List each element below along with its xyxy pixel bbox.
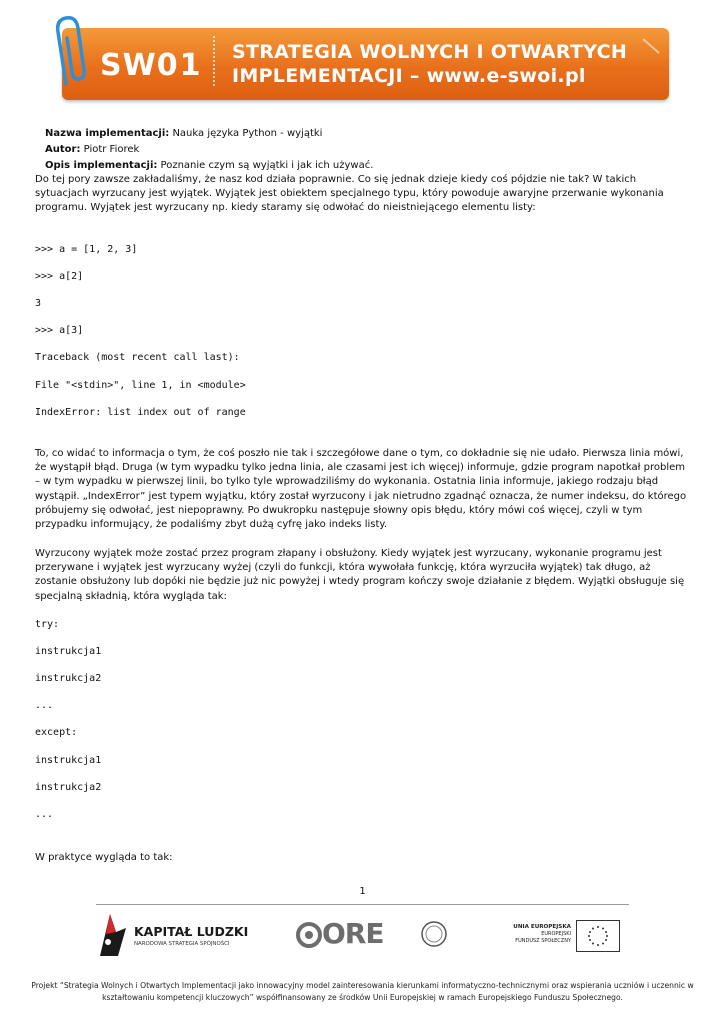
ore-text: ORE — [322, 917, 384, 950]
stamp-icon — [420, 920, 448, 948]
pencil-icon — [640, 36, 662, 58]
code-line: 3 — [35, 298, 42, 309]
code-line: instrukcja1 — [35, 646, 102, 657]
meta-name: Nazwa implementacji: Nauka języka Python - wyjątki — [45, 128, 323, 139]
page-number: 1 — [359, 886, 366, 897]
eu-logo — [505, 920, 620, 954]
code-line: try: — [35, 619, 60, 630]
code-line: >>> a[2] — [35, 271, 84, 282]
swoi-logo: SW01 — [100, 48, 203, 83]
code-line: >>> a = [1, 2, 3] — [35, 244, 138, 255]
paragraph-explanation: To, co widać to informacja o tym, że coś poszło nie tak i szczegółowe dane o tym, co dokładnie się nie udało. Pierwsza linia mówi, że wystąpił błąd. Druga (w tym wypadku tylko jedna linia, ale czasami jest ich więcej) informuje, gdzie program napotkał problem – w tym wypadku w pierwszej linii, bo tylko tyle wprowadziliśmy do wykonania. Ostatnia linia informuje, jakiego rodzaju błąd wystąpił. „IndexError” jest typem wyjątku, który został wyrzucony i jak nietrudno zgadnąć oznacza, że numer indeksu, do którego próbujemy się odwołać, jest niepoprawny. Po dwukropku następuje słowny opis błędu, który mówi coś więcej, czyli w tym przypadku informujący, że podaliśmy zbyt dużą cyfrę jako indeks listy. — [35, 448, 687, 531]
code-line: instrukcja2 — [35, 782, 102, 793]
paragraph-practice: W praktyce wygląda to tak: — [35, 852, 173, 863]
kl-subtitle: NARODOWA STRATEGIA SPÓJNOŚCI — [134, 941, 230, 947]
banner-title-line1: STRATEGIA WOLNYCH I OTWARTYCH — [232, 41, 628, 63]
ore-logo — [296, 917, 384, 952]
eu-flag-icon — [576, 920, 620, 952]
eu-line1: UNIA EUROPEJSKA — [513, 924, 571, 930]
code-line: ... — [35, 700, 54, 711]
footer-divider — [96, 904, 629, 905]
code-line: except: — [35, 727, 78, 738]
ore-icon — [296, 922, 322, 948]
banner-title — [232, 40, 627, 88]
code-line: instrukcja2 — [35, 673, 102, 684]
code-line: File "<stdin>", line 1, in <module> — [35, 380, 246, 391]
banner-title-line2: IMPLEMENTACJI – www.e-swoi.pl — [232, 65, 586, 87]
kapital-ludzki-icon — [96, 912, 130, 958]
code-line: instrukcja1 — [35, 755, 102, 766]
meta-description: Opis implementacji: Poznanie czym są wyjątki i jak ich używać. — [45, 160, 374, 171]
paragraph-handling: Wyrzucony wyjątek może zostać przez program złapany i obsłużony. Kiedy wyjątek jest wyrzucany, wykonanie programu jest przerywane i wyjątek jest wyrzucany wyżej (czyli do funkcji, która wywołała funkcję, która wyrzuciła wyjątek) tak długo, aż zostanie obsłużony lub dopóki nie będzie już nic powyżej i wtedy program kończy swoje działanie z błędem. Wyjątki obsługuje się specjalną składnią, która wygląda tak: — [35, 548, 685, 602]
eu-text — [513, 924, 571, 945]
footer-project-text: Projekt “Strategia Wolnych i Otwartych Implementacji jako innowacyjny model zainteresowania kierunkami informatyczno-technicznymi oraz wspierania uczniów i uczennic w kształtowaniu kompetencji kluczowych” współfinansowany ze środków Unii Europejskiej w ramach Europejskiego Funduszu Społecznego. — [31, 981, 694, 1002]
code-line: >>> a[3] — [35, 325, 84, 336]
eu-line3: FUNDUSZ SPOŁECZNY — [515, 938, 571, 944]
meta-author: Autor: Piotr Fiorek — [45, 144, 140, 155]
code-line: Traceback (most recent call last): — [35, 352, 240, 363]
logo-separator — [213, 36, 215, 86]
code-line: ... — [35, 809, 54, 820]
kapital-ludzki-logo — [96, 912, 249, 958]
code-line: IndexError: list index out of range — [35, 407, 246, 418]
eu-line2: EUROPEJSKI — [541, 931, 571, 937]
paragraph-intro: Do tej pory zawsze zakładaliśmy, że nasz kod działa poprawnie. Co się jednak dzieje kiedy coś pójdzie nie tak? W takich sytuacjach wyrzucany jest wyjątek. Wyjątek jest obiektem specjalnego typu, który powoduje awaryjne przerwanie wykonania programu. Wyjątek jest wyrzucany np. kiedy staramy się odwołać do nieistniejącego elementu listy: — [35, 174, 664, 214]
kl-title: KAPITAŁ LUDZKI — [134, 924, 249, 939]
paperclip-icon — [52, 14, 92, 94]
